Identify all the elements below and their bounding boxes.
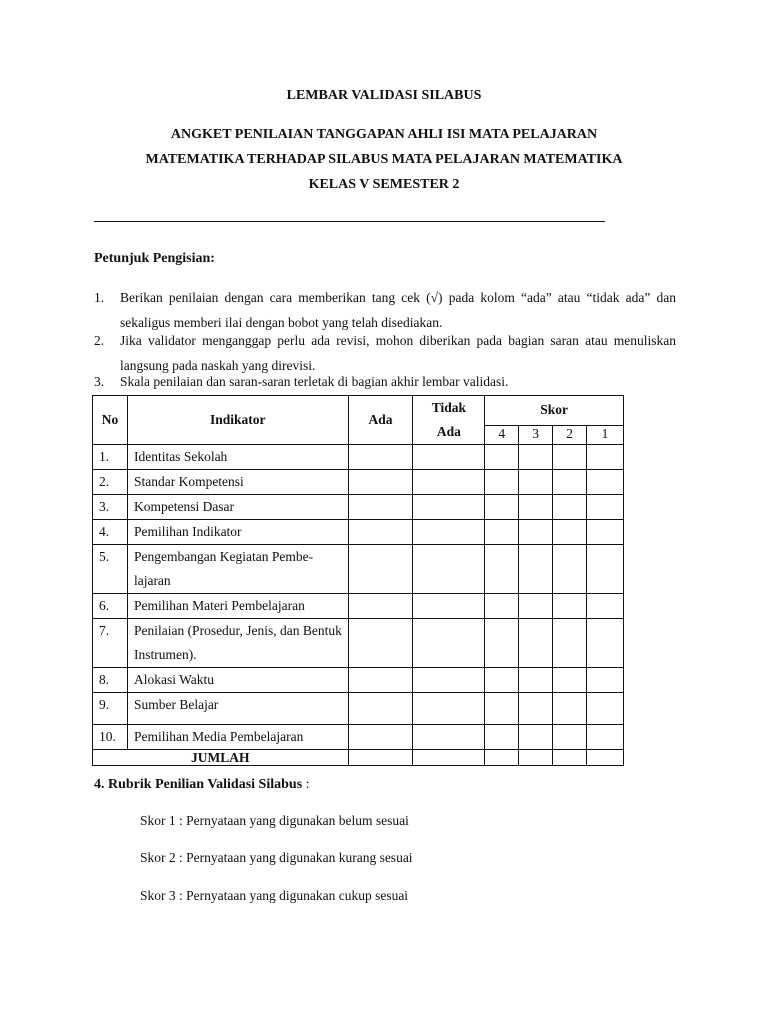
cell-ada[interactable]: [348, 693, 413, 725]
instruction-number: 1.: [94, 290, 105, 305]
header-indikator: Indikator: [127, 396, 348, 445]
total-label: JUMLAH: [93, 750, 349, 766]
cell-ada[interactable]: [348, 545, 413, 594]
cell-skor-1[interactable]: [587, 495, 624, 520]
cell-ada[interactable]: [348, 495, 413, 520]
cell-tidak-ada[interactable]: [413, 594, 485, 619]
cell-ada[interactable]: [348, 725, 413, 750]
header-tidak-ada-line1: Tidak: [431, 400, 466, 415]
skor-4-header: 4: [485, 425, 519, 444]
cell-ada[interactable]: [348, 619, 413, 668]
total-row: [93, 750, 624, 766]
instruction-item: [94, 369, 676, 394]
subtitle-line-3: KELAS V SEMESTER 2: [308, 177, 460, 192]
skor-3-header: 3: [519, 425, 553, 444]
cell-skor-4[interactable]: [485, 545, 519, 594]
row-number: 1.: [93, 445, 128, 470]
cell-tidak-ada[interactable]: [413, 693, 485, 725]
row-number: 6.: [93, 594, 128, 619]
subtitle-line-1: ANGKET PENILAIAN TANGGAPAN AHLI ISI MATA PELAJARAN: [170, 127, 598, 142]
cell-skor-1[interactable]: [587, 619, 624, 668]
divider-line: [94, 221, 605, 222]
cell-tidak-ada[interactable]: [413, 520, 485, 545]
cell-tidak-ada[interactable]: [413, 445, 485, 470]
cell-skor-2[interactable]: [553, 668, 587, 693]
table-row: [93, 445, 624, 470]
row-indikator: Alokasi Waktu: [127, 668, 348, 693]
cell-skor-2[interactable]: [553, 445, 587, 470]
row-indikator: Pemilihan Media Pembelajaran: [127, 725, 348, 750]
table-row: [93, 693, 624, 725]
cell-skor-1[interactable]: [587, 693, 624, 725]
header-tidak-ada: [413, 396, 485, 445]
row-number: 7.: [93, 619, 128, 668]
row-number: 10.: [93, 725, 128, 750]
cell-skor-4[interactable]: [485, 470, 519, 495]
cell-skor-3[interactable]: [519, 470, 553, 495]
page-title: LEMBAR VALIDASI SILABUS: [286, 88, 482, 103]
cell-skor-2[interactable]: [553, 594, 587, 619]
rubric-item: Skor 1 : Pernyataan yang digunakan belum sesuai: [140, 813, 409, 828]
row-indikator: Pemilihan Indikator: [127, 520, 348, 545]
table-row: [93, 668, 624, 693]
cell-tidak-ada-total[interactable]: [413, 750, 485, 766]
subtitle-line-2: MATEMATIKA TERHADAP SILABUS MATA PELAJARAN MATEMATIKA: [145, 152, 623, 167]
cell-skor-2[interactable]: [553, 545, 587, 594]
skor-2-header: 2: [553, 425, 587, 444]
cell-ada[interactable]: [348, 445, 413, 470]
table-row: [93, 545, 624, 594]
cell-skor-1[interactable]: [587, 725, 624, 750]
cell-skor-2[interactable]: [553, 693, 587, 725]
validation-table: [92, 395, 624, 766]
cell-ada-total[interactable]: [348, 750, 413, 766]
cell-skor-4[interactable]: [485, 668, 519, 693]
cell-skor-4[interactable]: [485, 693, 519, 725]
cell-skor-1[interactable]: [587, 445, 624, 470]
cell-tidak-ada[interactable]: [413, 470, 485, 495]
cell-skor-4[interactable]: [485, 445, 519, 470]
row-indikator: Pengembangan Kegiatan Pembe-lajaran: [127, 545, 348, 594]
instruction-text: Berikan penilaian dengan cara memberikan tang cek (√) pada kolom “ada” atau “tidak ada” dan sekaligus memberi ilai dengan bobot yang telah disediakan.: [120, 290, 676, 330]
header-no: No: [93, 396, 128, 445]
row-indikator: Sumber Belajar: [127, 693, 348, 725]
cell-skor-3[interactable]: [519, 520, 553, 545]
row-number: 9.: [93, 693, 128, 725]
cell-skor-3[interactable]: [519, 693, 553, 725]
cell-skor-3[interactable]: [519, 619, 553, 668]
instruction-text: Skala penilaian dan saran-saran terletak di bagian akhir lembar validasi.: [120, 374, 509, 389]
cell-skor-3[interactable]: [519, 445, 553, 470]
rubric-heading-text: 4. Rubrik Penilian Validasi Silabus: [94, 777, 303, 792]
rubric-item: Skor 3 : Pernyataan yang digunakan cukup sesuai: [140, 888, 409, 903]
rubric-item: Skor 2 : Pernyataan yang digunakan kurang sesuai: [140, 850, 413, 865]
cell-skor-4[interactable]: [485, 619, 519, 668]
cell-skor-1[interactable]: [587, 470, 624, 495]
cell-skor-4-total[interactable]: [485, 750, 519, 766]
instruction-number: 3.: [94, 374, 105, 389]
header-tidak-ada-line2: Ada: [436, 424, 461, 439]
row-number: 4.: [93, 520, 128, 545]
cell-ada[interactable]: [348, 520, 413, 545]
row-indikator: Kompetensi Dasar: [127, 495, 348, 520]
cell-skor-1-total[interactable]: [587, 750, 624, 766]
header-skor: Skor: [485, 396, 624, 426]
skor-1-header: 1: [587, 425, 624, 444]
instructions-heading: Petunjuk Pengisian:: [94, 251, 215, 266]
cell-skor-3[interactable]: [519, 668, 553, 693]
cell-skor-4[interactable]: [485, 725, 519, 750]
row-indikator: Pemilihan Materi Pembelajaran: [127, 594, 348, 619]
cell-skor-3-total[interactable]: [519, 750, 553, 766]
cell-skor-2[interactable]: [553, 619, 587, 668]
row-number: 5.: [93, 545, 128, 594]
table-row: [93, 470, 624, 495]
cell-skor-1[interactable]: [587, 545, 624, 594]
cell-skor-1[interactable]: [587, 594, 624, 619]
rubric-heading-colon: :: [302, 777, 310, 792]
rubric-heading: [94, 777, 310, 793]
row-number: 8.: [93, 668, 128, 693]
header-ada: Ada: [348, 396, 413, 445]
cell-skor-2[interactable]: [553, 725, 587, 750]
row-number: 2.: [93, 470, 128, 495]
row-indikator: Penilaian (Prosedur, Jenis, dan Bentuk Instrumen).: [127, 619, 348, 668]
cell-skor-2-total[interactable]: [553, 750, 587, 766]
cell-skor-2[interactable]: [553, 495, 587, 520]
cell-tidak-ada[interactable]: [413, 668, 485, 693]
cell-ada[interactable]: [348, 470, 413, 495]
row-indikator: Standar Kompetensi: [127, 470, 348, 495]
cell-skor-3[interactable]: [519, 594, 553, 619]
cell-skor-3[interactable]: [519, 495, 553, 520]
cell-skor-4[interactable]: [485, 520, 519, 545]
cell-tidak-ada[interactable]: [413, 495, 485, 520]
cell-tidak-ada[interactable]: [413, 545, 485, 594]
cell-tidak-ada[interactable]: [413, 725, 485, 750]
cell-ada[interactable]: [348, 594, 413, 619]
table-row: [93, 594, 624, 619]
table-row: [93, 619, 624, 668]
cell-tidak-ada[interactable]: [413, 619, 485, 668]
cell-skor-3[interactable]: [519, 545, 553, 594]
cell-skor-3[interactable]: [519, 725, 553, 750]
cell-skor-4[interactable]: [485, 495, 519, 520]
cell-ada[interactable]: [348, 668, 413, 693]
cell-skor-1[interactable]: [587, 520, 624, 545]
cell-skor-2[interactable]: [553, 470, 587, 495]
table-row: [93, 725, 624, 750]
table-row: [93, 520, 624, 545]
instruction-number: 2.: [94, 333, 105, 348]
row-number: 3.: [93, 495, 128, 520]
cell-skor-1[interactable]: [587, 668, 624, 693]
row-indikator: Identitas Sekolah: [127, 445, 348, 470]
cell-skor-2[interactable]: [553, 520, 587, 545]
cell-skor-4[interactable]: [485, 594, 519, 619]
instruction-text: Jika validator menganggap perlu ada revisi, mohon diberikan pada bagian saran atau menuliskan langsung pada naskah yang direvisi.: [120, 333, 676, 373]
table-row: [93, 495, 624, 520]
